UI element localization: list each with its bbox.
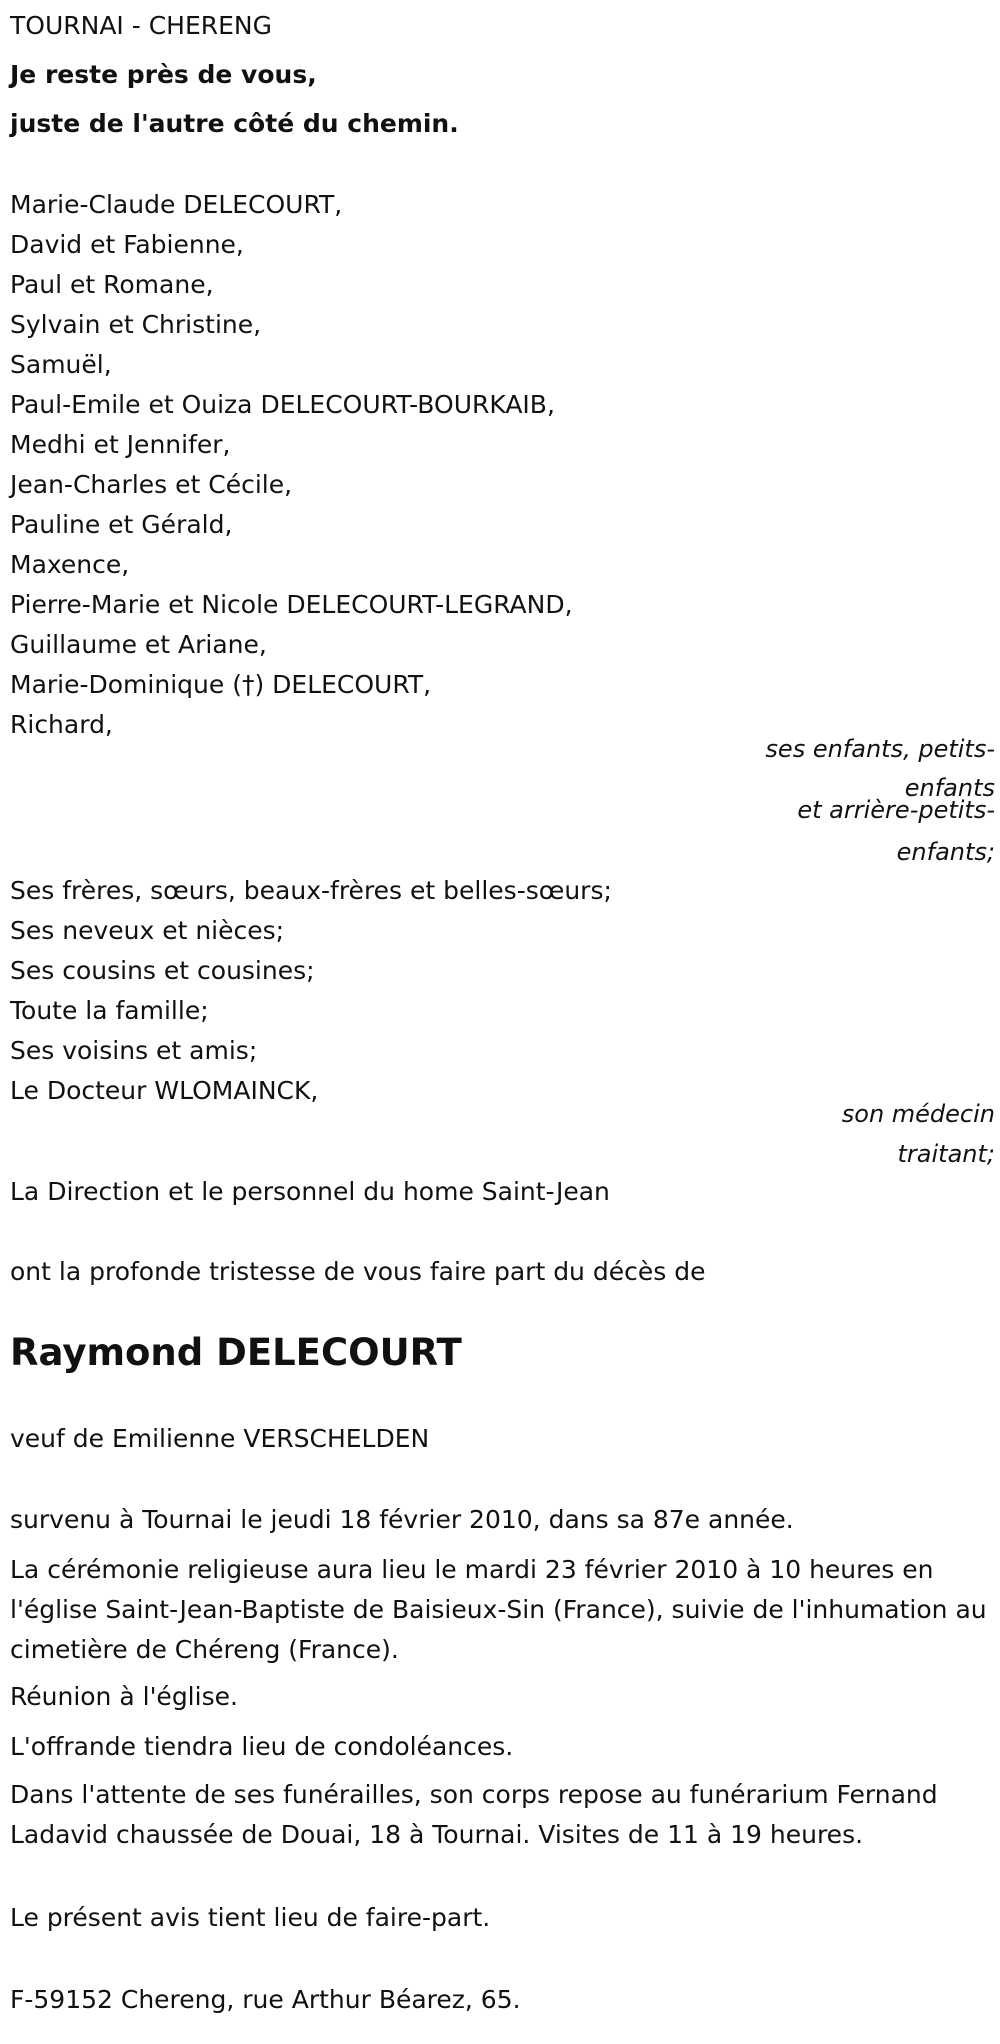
doctor-role-line-1: son médecin bbox=[841, 1100, 995, 1128]
family-role-line-3: et arrière-petits- bbox=[797, 796, 995, 824]
relatives-line: Ses voisins et amis; bbox=[10, 1036, 258, 1065]
family-member: Pauline et Gérald, bbox=[10, 510, 233, 539]
family-member: Medhi et Jennifer, bbox=[10, 430, 231, 459]
announcement-line: ont la profonde tristesse de vous faire part du décès de bbox=[10, 1257, 706, 1286]
relatives-line: Toute la famille; bbox=[10, 996, 209, 1025]
family-member: Maxence, bbox=[10, 550, 130, 579]
relatives-line: Ses neveux et nièces; bbox=[10, 916, 285, 945]
relatives-line: Ses frères, sœurs, beaux-frères et belles-sœurs; bbox=[10, 876, 612, 905]
family-member: Samuël, bbox=[10, 350, 112, 379]
address-line: F-59152 Chereng, rue Arthur Béarez, 65. bbox=[10, 1985, 521, 2014]
family-member: Marie-Dominique (†) DELECOURT, bbox=[10, 670, 432, 699]
family-role-line-2: enfants bbox=[904, 774, 995, 802]
home-staff-line: La Direction et le personnel du home Saint-Jean bbox=[10, 1177, 610, 1206]
epigraph-line-1: Je reste près de vous, bbox=[10, 60, 317, 89]
widower-line: veuf de Emilienne VERSCHELDEN bbox=[10, 1424, 430, 1453]
family-member: Richard, bbox=[10, 710, 113, 739]
relatives-line: Ses cousins et cousines; bbox=[10, 956, 315, 985]
doctor-role-line-2: traitant; bbox=[897, 1140, 995, 1168]
family-member: Paul et Romane, bbox=[10, 270, 214, 299]
family-member: Guillaume et Ariane, bbox=[10, 630, 267, 659]
ceremony-paragraph: La cérémonie religieuse aura lieu le mardi 23 février 2010 à 10 heures en l'église Saint-Jean-Baptiste de Baisieux-Sin (France), suivie de l'inhumation au cimetière de Chéreng (France). bbox=[10, 1555, 987, 1664]
epigraph-line-2: juste de l'autre côté du chemin. bbox=[10, 109, 459, 138]
deceased-name: Raymond DELECOURT bbox=[10, 1331, 462, 1374]
family-role-line-4: enfants; bbox=[896, 838, 995, 866]
death-date-paragraph: survenu à Tournai le jeudi 18 février 2010, dans sa 87e année. bbox=[10, 1505, 794, 1534]
relatives-line: Le Docteur WLOMAINCK, bbox=[10, 1076, 319, 1105]
notice-paragraph: Le présent avis tient lieu de faire-part. bbox=[10, 1903, 491, 1932]
family-member: Marie-Claude DELECOURT, bbox=[10, 190, 343, 219]
family-member: Paul-Emile et Ouiza DELECOURT-BOURKAIB, bbox=[10, 390, 555, 419]
family-member: Sylvain et Christine, bbox=[10, 310, 262, 339]
family-member: Pierre-Marie et Nicole DELECOURT-LEGRAND, bbox=[10, 590, 573, 619]
location-heading: TOURNAI - CHERENG bbox=[10, 11, 272, 40]
family-member: David et Fabienne, bbox=[10, 230, 244, 259]
family-role-line-1: ses enfants, petits- bbox=[765, 735, 995, 763]
family-member: Jean-Charles et Cécile, bbox=[10, 470, 293, 499]
offering-paragraph: L'offrande tiendra lieu de condoléances. bbox=[10, 1732, 514, 1761]
meeting-paragraph: Réunion à l'église. bbox=[10, 1682, 238, 1711]
funerarium-paragraph: Dans l'attente de ses funérailles, son corps repose au funérarium Fernand Ladavid chaussée de Douai, 18 à Tournai. Visites de 11 à 19 heures. bbox=[10, 1780, 938, 1849]
